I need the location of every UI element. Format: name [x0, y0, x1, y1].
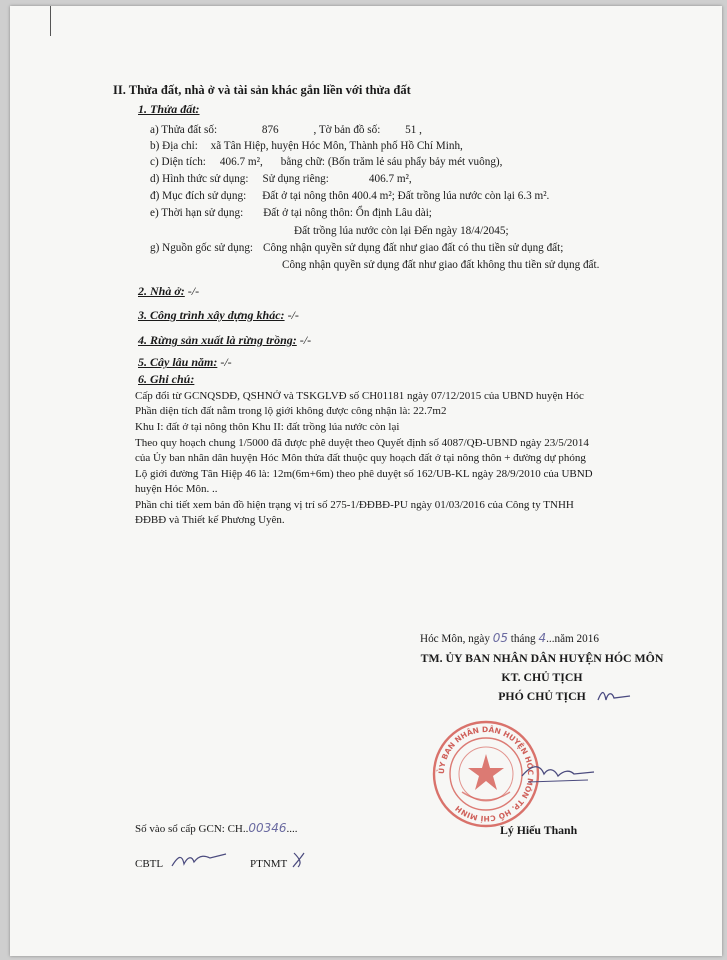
address-row: b) Địa chỉ: xã Tân Hiệp, huyện Hóc Môn, Thành phố Hồ Chí Minh,	[150, 140, 463, 152]
parcel-row: a) Thửa đất số: 876 , Tờ bản đồ số: 51 ,	[150, 124, 422, 136]
area-row: c) Diện tích: 406.7 m², bằng chữ: (Bốn trăm lẻ sáu phẩy bảy mét vuông),	[150, 156, 503, 168]
note-line-3: Khu I: đất ở tại nông thôn Khu II: đất trồng lúa nước còn lại	[135, 421, 400, 433]
notes-heading: 6. Ghi chú:	[138, 372, 195, 386]
title-chairman: KT. CHỦ TỊCH	[501, 670, 583, 684]
note-line-1: Cấp đổi từ GCNQSDĐ, QSHNỞ và TSKGLVĐ số CH01181 ngày 07/12/2015 của UBND huyện Hóc	[135, 390, 584, 402]
purpose-row: đ) Mục đích sử dụng: Đất ở tại nông thôn 400.4 m²; Đất trồng lúa nước còn lại 6.3 m².	[150, 190, 550, 202]
usage-form-row: d) Hình thức sử dụng: Sử dụng riêng: 406.7 m²,	[150, 173, 412, 185]
signature-icon	[518, 758, 598, 788]
perennial-heading: 5. Cây lâu năm: -/-	[138, 355, 232, 369]
forest-heading: 4. Rừng sản xuất là rừng trồng: -/-	[138, 333, 312, 347]
house-heading: 2. Nhà ở: -/-	[138, 284, 200, 298]
ptnmt-label: PTNMT	[250, 858, 288, 870]
note-line-5: của Ủy ban nhân dân huyện Hóc Môn thửa đất thuộc quy hoạch đất ở tại nông thôn + đường dự phóng	[135, 452, 586, 464]
origin-row: g) Nguồn gốc sử dụng: Công nhận quyền sử dụng đất như giao đất có thu tiền sử dụng đất;	[150, 242, 564, 254]
map-sheet-number: 51	[405, 124, 417, 136]
parcel-number: 876	[261, 124, 279, 136]
issue-day: 05	[492, 631, 508, 645]
construction-heading: 3. Công trình xây dựng khác: -/-	[138, 308, 299, 322]
land-heading: 1. Thửa đất:	[138, 102, 200, 116]
registry-handwritten-number: 00346	[248, 821, 287, 835]
title-vice-chairman: PHÓ CHỦ TỊCH	[498, 689, 586, 703]
section-title: II. Thửa đất, nhà ở và tài sản khác gắn liền với thửa đất	[113, 83, 411, 97]
note-line-4: Theo quy hoạch chung 1/5000 đã được phê duyệt theo Quyết định số 4087/QĐ-UBND ngày 23/5/2014	[135, 437, 589, 449]
term-row: e) Thời hạn sử dụng: Đất ở tại nông thôn: Ổn định Lâu dài;	[150, 207, 432, 219]
signer-name: Lý Hiếu Thanh	[500, 823, 578, 837]
cbtl-signature-icon	[170, 848, 230, 872]
note-line-7: huyện Hóc Môn. ..	[135, 483, 218, 495]
issue-date: Hóc Môn, ngày 05 tháng 4...năm 2016	[420, 631, 599, 645]
note-line-8: Phần chi tiết xem bản đồ hiện trạng vị trí số 275-1/ĐĐBĐ-PU ngày 01/03/2016 của Công ty TNHH	[135, 499, 574, 511]
initial-mark-icon	[596, 686, 632, 706]
issue-month: 4	[538, 631, 547, 645]
document-page	[10, 6, 722, 956]
svg-text:ỦY BAN NHÂN DÂN HUYỆN HÓC MÔN: ỦY BAN NHÂN DÂN HUYỆN HÓC MÔN TP. HỒ CHÍ MINH	[436, 724, 536, 824]
note-line-6: Lộ giới đường Tân Hiệp 46 là: 12m(6m+6m) theo phê duyệt số 162/UB-KL ngày 28/9/2010 của UBND	[135, 468, 593, 480]
registry-number: Số vào sổ cấp GCN: CH..00346....	[135, 821, 298, 835]
issuing-authority: TM. ỦY BAN NHÂN DÂN HUYỆN HÓC MÔN	[420, 651, 664, 665]
scan-edge-mark	[50, 6, 51, 36]
note-line-2: Phần diện tích đất nằm trong lộ giới không được công nhận là: 22.7m2	[135, 405, 447, 417]
term-row-2: Đất trồng lúa nước còn lại Đến ngày 18/4/2045;	[294, 225, 509, 237]
note-line-9: ĐĐBĐ và Thiết kế Phương Uyên.	[135, 514, 285, 526]
cbtl-label: CBTL	[135, 858, 164, 870]
origin-row-2: Công nhận quyền sử dụng đất như giao đất không thu tiền sử dụng đất.	[282, 259, 600, 271]
ptnmt-signature-icon	[290, 849, 310, 871]
